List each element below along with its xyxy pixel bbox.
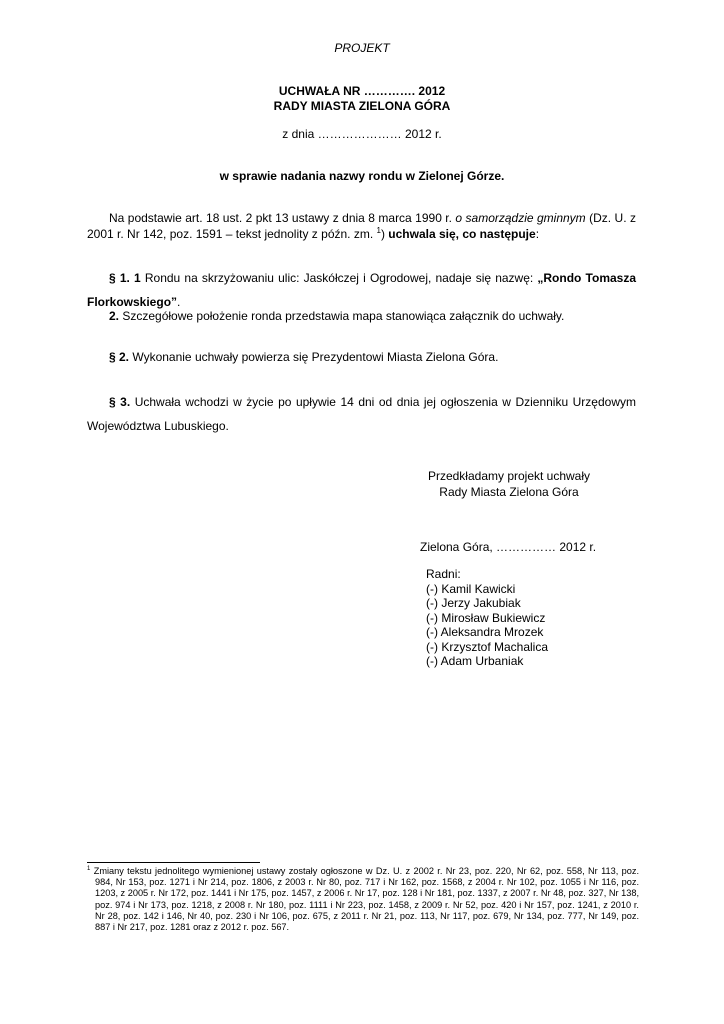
preamble-text-1: Na podstawie art. 18 ust. 2 pkt 13 ustawy z dnia 8 marca 1990 r. <box>109 211 456 225</box>
resolution-number: UCHWAŁA NR …………. 2012 <box>278 84 446 98</box>
footnote-ref: 1 <box>376 226 381 235</box>
roundabout-name: „Rondo Tomasza Florkowskiego” <box>87 271 637 309</box>
section-3-label: § 3. <box>109 395 131 409</box>
section-1-end: . <box>177 295 181 309</box>
section-1-point-2-label: 2. <box>109 309 120 323</box>
section-2-text: Wykonanie uchwały powierza się Prezydentowi Miasta Zielona Góra. <box>129 350 499 364</box>
footnote <box>87 866 639 933</box>
councillor: (-) Adam Urbaniak <box>426 654 524 668</box>
proposal-line-2: Rady Miasta Zielona Góra <box>439 485 579 499</box>
footnote-separator <box>87 862 260 863</box>
section-1-point-2-text: Szczegółowe położenie ronda przedstawia mapa stanowiąca załącznik do uchwały. <box>119 309 565 323</box>
footnote-number: 1 <box>87 865 91 872</box>
footnote-text: Zmiany tekstu jednolitego wymienionej ustawy zostały ogłoszone w Dz. U. z 2002 r. Nr 23, poz. 220, Nr 62, poz. 558, Nr 113, poz. 984, Nr 153, poz. 1271 i Nr 214, poz. 1806, z 2003 r. Nr 80, poz. 717 i Nr 162, poz. 1568, z 2004 r. Nr 102, poz. 1055 i Nr 116, poz. 1203, z 2005 r. Nr 172, poz. 1441 i Nr 175, poz. 1457, z 2006 r. Nr 17, poz. 128 i Nr 181, poz. 1337, z 2007 r. Nr 48, poz. 327, Nr 138, poz. 974 i Nr 173, poz. 1218, z 2008 r. Nr 180, poz. 1111 i Nr 223, poz. 1458, z 2009 r. Nr 52, poz. 420 i Nr 157, poz. 1241, z 2010 r. Nr 28, poz. 142 i 146, Nr 40, poz. 230 i Nr 106, poz. 675, z 2011 r. Nr 21, poz. 113, Nr 117, poz. 679, Nr 134, poz. 777, Nr 149, poz. 887 i Nr 217, poz. 1281 oraz z 2012 r. poz. 567. <box>93 866 639 933</box>
place-date: Zielona Góra, …………… 2012 r. <box>420 540 597 554</box>
enactment-clause: uchwala się, co następuje <box>388 227 536 241</box>
councillors-list <box>426 567 548 669</box>
preamble-text-3: ) <box>380 227 389 241</box>
section-2 <box>87 349 636 365</box>
draft-label: PROJEKT <box>334 41 390 55</box>
proposal-block <box>412 468 606 500</box>
preamble-end: : <box>535 227 540 241</box>
resolution-subject: w sprawie nadania nazwy rondu w Zielonej Górze. <box>219 169 505 183</box>
section-1-label: § 1. 1 <box>109 271 141 285</box>
councillor: (-) Krzysztof Machalica <box>426 639 549 654</box>
section-1-point-2 <box>87 308 636 324</box>
councillor: (-) Aleksandra Mrozek <box>426 625 544 639</box>
councillor: (-) Kamil Kawicki <box>426 581 516 596</box>
section-3-text: Uchwała wchodzi w życie po upływie 14 dni od dnia jej ogłoszenia w Dzienniku Urzędowym Województwa Lubuskiego. <box>87 395 636 433</box>
section-2-label: § 2. <box>109 350 130 364</box>
preamble-text-2: (Dz. U. z 2001 r. Nr 142, poz. 1591 – tekst jednolity z późn. zm. <box>87 211 636 241</box>
resolution-date: z dnia ………………… 2012 r. <box>282 127 442 141</box>
section-1 <box>87 266 636 314</box>
councillor: (-) Jerzy Jakubiak <box>426 596 521 610</box>
council-name: RADY MIASTA ZIELONA GÓRA <box>273 99 451 113</box>
section-3 <box>87 390 636 438</box>
preamble <box>87 210 636 242</box>
councillors-label: Radni: <box>426 567 461 581</box>
act-title: o samorządzie gminnym <box>455 211 586 225</box>
proposal-line-1: Przedkładamy projekt uchwały <box>427 469 591 483</box>
section-1-text: Rondu na skrzyżowaniu ulic: Jaskółczej i Ogrodowej, nadaje się nazwę: <box>140 271 538 285</box>
councillor: (-) Mirosław Bukiewicz <box>426 610 546 625</box>
